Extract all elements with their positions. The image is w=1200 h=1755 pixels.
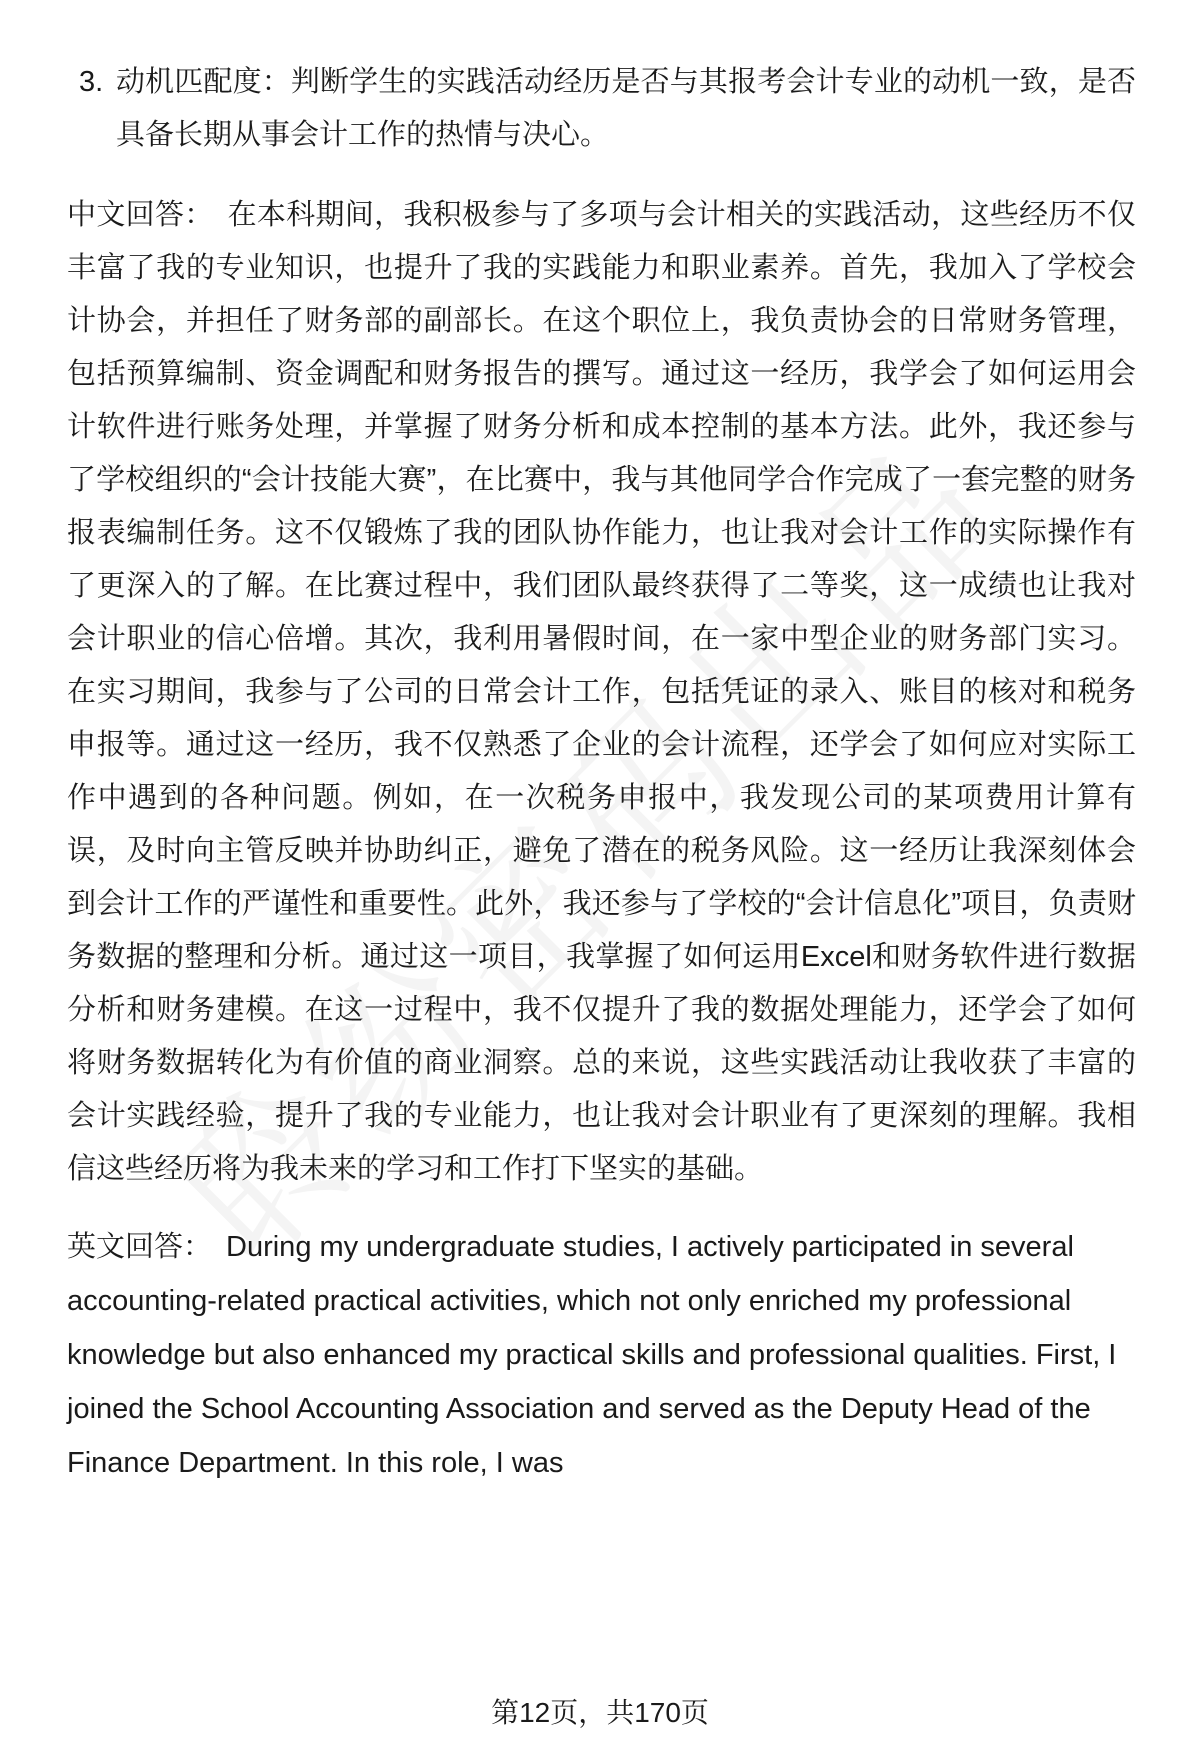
english-answer-paragraph: [67, 1220, 1136, 1490]
chinese-answer-label: 中文回答：: [67, 199, 214, 231]
page-footer: 第12页，共170页: [491, 1697, 709, 1728]
list-item-number: 3.: [79, 66, 104, 98]
english-answer-label: 英文回答：: [67, 1231, 213, 1263]
english-answer-text: During my undergraduate studies, I actively participated in several accounting-related practical activities, which not only enriched my professional knowledge but also enhanced my practical skills and professional qualities. First, I joined the School Accounting Association and served as the Deputy Head of the Finance Department. In this role, I was: [67, 1231, 1117, 1479]
document-content: [67, 56, 1136, 1490]
list-item-text: 动机匹配度：判断学生的实践活动经历是否与其报考会计专业的动机一致，是否具备长期从事会计工作的热情与决心。: [116, 66, 1136, 151]
chinese-answer-text: 在本科期间，我积极参与了多项与会计相关的实践活动，这些经历不仅丰富了我的专业知识，也提升了我的实践能力和职业素养。首先，我加入了学校会计协会，并担任了财务部的副部长。在这个职位上，我负责协会的日常财务管理，包括预算编制、资金调配和财务报告的撰写。通过这一经历，我学会了如何运用会计软件进行账务处理，并掌握了财务分析和成本控制的基本方法。此外，我还参与了学校组织的“会计技能大赛”，在比赛中，我与其他同学合作完成了一套完整的财务报表编制任务。这不仅锻炼了我的团队协作能力，也让我对会计工作的实际操作有了更深入的了解。在比赛过程中，我们团队最终获得了二等奖，这一成绩也让我对会计职业的信心倍增。其次，我利用暑假时间，在一家中型企业的财务部门实习。在实习期间，我参与了公司的日常会计工作，包括凭证的录入、账目的核对和税务申报等。通过这一经历，我不仅熟悉了企业的会计流程，还学会了如何应对实际工作中遇到的各种问题。例如，在一次税务申报中，我发现公司的某项费用计算有误，及时向主管反映并协助纠正，避免了潜在的税务风险。这一经历让我深刻体会到会计工作的严谨性和重要性。此外，我还参与了学校的“会计信息化”项目，负责财务数据的整理和分析。通过这一项目，我掌握了如何运用Excel和财务软件进行数据分析和财务建模。在这一过程中，我不仅提升了我的数据处理能力，还学会了如何将财务数据转化为有价值的商业洞察。总的来说，这些实践活动让我收获了丰富的会计实践经验，提升了我的专业能力，也让我对会计职业有了更深刻的理解。我相信这些经历将为我未来的学习和工作打下坚实的基础。: [67, 199, 1136, 1185]
chinese-answer-paragraph: [67, 189, 1136, 1196]
list-item-3: [79, 56, 1136, 162]
